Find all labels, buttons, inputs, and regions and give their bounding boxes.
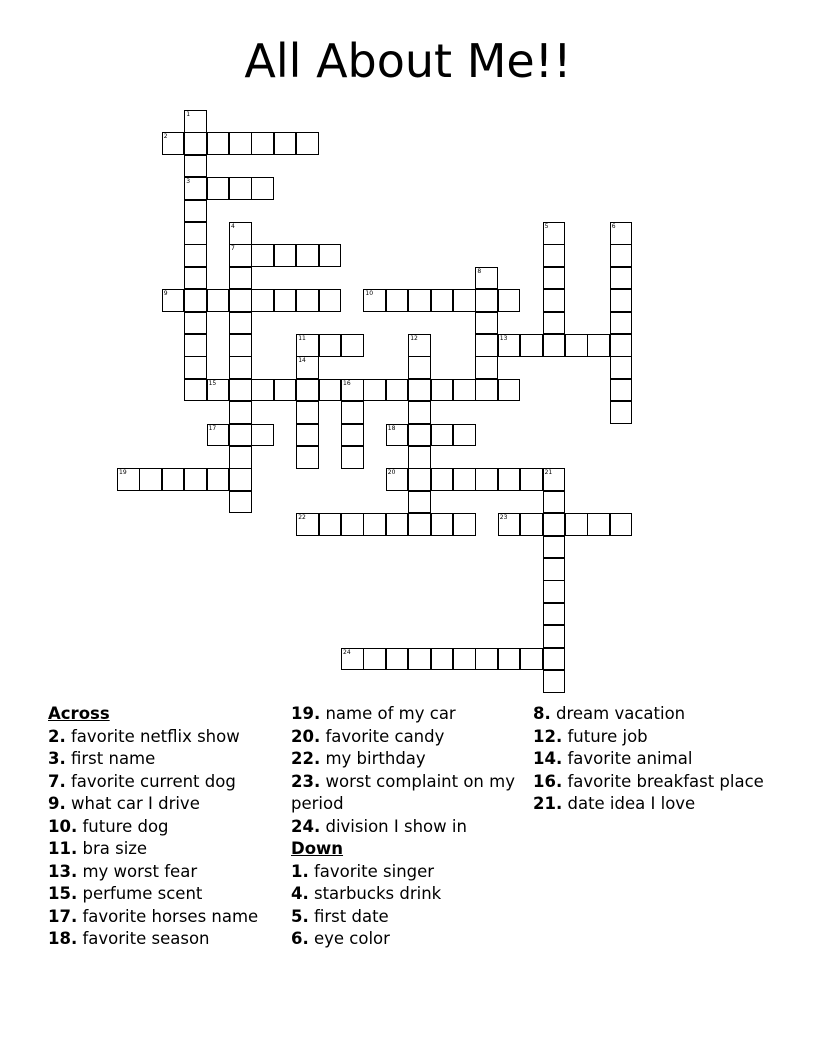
clue-item — [48, 816, 288, 839]
clue-text: date idea I love — [562, 794, 696, 813]
grid-cell[interactable] — [610, 289, 633, 312]
grid-cell[interactable] — [543, 513, 566, 536]
grid-cell[interactable] — [251, 177, 274, 200]
grid-cell[interactable] — [587, 513, 610, 536]
clue-text: my worst fear — [77, 861, 198, 881]
clue-item — [291, 726, 527, 749]
grid-cell[interactable] — [475, 379, 498, 402]
clue-text: first name — [65, 749, 156, 768]
grid-cell[interactable] — [363, 289, 386, 312]
clue-number: 16. — [533, 771, 563, 791]
grid-cell[interactable] — [610, 267, 633, 290]
clue-number: 2. — [48, 726, 66, 746]
clue-item — [533, 771, 773, 794]
grid-cell[interactable] — [229, 177, 252, 200]
grid-cell[interactable] — [408, 424, 431, 447]
clue-item — [291, 703, 527, 726]
grid-cell[interactable] — [207, 379, 230, 402]
grid-cell[interactable] — [386, 468, 409, 491]
clue-number: 1. — [291, 861, 309, 881]
grid-cell[interactable] — [363, 513, 386, 536]
grid-cell[interactable] — [587, 334, 610, 357]
grid-cell[interactable] — [543, 267, 566, 290]
page-title: All About Me!! — [244, 34, 572, 88]
clue-item — [291, 748, 527, 771]
grid-cell[interactable] — [184, 222, 207, 245]
grid-cell[interactable] — [453, 648, 476, 671]
clue-number: 7 — [231, 245, 235, 253]
grid-cell[interactable] — [610, 401, 633, 424]
grid-cell[interactable] — [408, 468, 431, 491]
grid-cell[interactable] — [543, 289, 566, 312]
grid-cell[interactable] — [341, 424, 364, 447]
clue-item — [48, 861, 288, 884]
grid-cell[interactable] — [184, 155, 207, 178]
grid-cell[interactable] — [543, 648, 566, 671]
grid-cell[interactable] — [184, 200, 207, 223]
grid-cell[interactable] — [363, 648, 386, 671]
grid-cell[interactable] — [543, 670, 566, 693]
grid-cell[interactable] — [341, 334, 364, 357]
clue-number: 12. — [533, 726, 563, 746]
clue-number: 18 — [387, 424, 396, 432]
grid-cell[interactable] — [251, 244, 274, 267]
grid-cell[interactable] — [453, 468, 476, 491]
clue-number: 14 — [298, 357, 306, 365]
grid-cell[interactable] — [162, 132, 185, 155]
across-heading: Across — [48, 704, 110, 723]
clue-number: 23 — [499, 514, 508, 522]
grid-cell[interactable] — [251, 132, 274, 155]
clue-text: my birthday — [320, 749, 426, 768]
grid-cell[interactable] — [386, 648, 409, 671]
grid-cell[interactable] — [296, 244, 319, 267]
grid-cell[interactable] — [207, 132, 230, 155]
clue-number: 6. — [291, 929, 309, 948]
clue-column-1 — [48, 703, 288, 951]
grid-cell[interactable] — [274, 244, 297, 267]
clue-number: 9. — [48, 794, 66, 813]
grid-cell[interactable] — [296, 401, 319, 424]
grid-cell[interactable] — [431, 424, 454, 447]
clue-number: 18. — [48, 929, 78, 948]
grid-cell[interactable] — [184, 244, 207, 267]
grid-cell[interactable] — [610, 312, 633, 335]
grid-cell[interactable] — [610, 513, 633, 536]
clue-number: 22 — [298, 514, 306, 522]
clue-item — [48, 906, 288, 929]
grid-cell[interactable] — [229, 446, 252, 469]
grid-cell[interactable] — [162, 468, 185, 491]
clue-text: favorite singer — [308, 861, 435, 881]
clue-number: 17. — [48, 906, 78, 926]
grid-cell[interactable] — [498, 334, 521, 357]
grid-cell[interactable] — [408, 289, 431, 312]
grid-cell[interactable] — [229, 334, 252, 357]
grid-cell[interactable] — [184, 468, 207, 491]
grid-cell[interactable] — [498, 468, 521, 491]
grid-cell[interactable] — [229, 267, 252, 290]
grid-cell[interactable] — [431, 513, 454, 536]
grid-cell[interactable] — [207, 424, 230, 447]
grid-cell[interactable] — [520, 468, 543, 491]
grid-cell[interactable] — [386, 513, 409, 536]
clue-text: favorite breakfast place — [562, 771, 764, 791]
grid-cell[interactable] — [408, 334, 431, 357]
grid-cell[interactable] — [341, 401, 364, 424]
grid-cell[interactable] — [341, 446, 364, 469]
clue-item — [533, 703, 773, 726]
grid-cell[interactable] — [431, 289, 454, 312]
clue-number: 8. — [533, 704, 551, 723]
grid-cell[interactable] — [543, 625, 566, 648]
clue-number: 23. — [291, 771, 321, 791]
clue-number: 4 — [231, 223, 235, 230]
grid-cell[interactable] — [229, 379, 252, 402]
grid-cell[interactable] — [408, 379, 431, 402]
clue-item — [291, 816, 527, 839]
grid-cell[interactable] — [543, 312, 566, 335]
clue-number: 10 — [365, 290, 374, 298]
clue-number: 20 — [387, 469, 396, 477]
grid-cell[interactable] — [431, 648, 454, 671]
grid-cell[interactable] — [610, 379, 633, 402]
clue-number: 15 — [208, 379, 217, 387]
clue-item — [533, 726, 773, 749]
clue-item — [48, 883, 288, 906]
clue-number: 6 — [611, 223, 616, 230]
grid-cell[interactable] — [229, 356, 252, 379]
grid-cell[interactable] — [296, 424, 319, 447]
grid-cell[interactable] — [341, 379, 364, 402]
grid-cell[interactable] — [229, 491, 252, 514]
grid-cell[interactable] — [184, 177, 207, 200]
clue-number: 21. — [533, 794, 563, 813]
grid-cell[interactable] — [184, 267, 207, 290]
clue-number: 2 — [163, 133, 168, 141]
clue-text: dream vacation — [550, 704, 686, 723]
grid-cell[interactable] — [475, 289, 498, 312]
grid-cell[interactable] — [296, 132, 319, 155]
grid-cell[interactable] — [475, 468, 498, 491]
grid-cell[interactable] — [184, 356, 207, 379]
clue-number: 4. — [291, 884, 309, 903]
clue-text: bra size — [77, 839, 148, 858]
clue-number: 22. — [291, 749, 321, 768]
grid-cell[interactable] — [543, 334, 566, 357]
grid-cell[interactable] — [565, 334, 588, 357]
clue-number: 13. — [48, 861, 78, 881]
clue-column-2 — [291, 703, 527, 951]
grid-cell[interactable] — [386, 424, 409, 447]
grid-cell[interactable] — [408, 513, 431, 536]
clue-item — [291, 928, 527, 951]
grid-cell[interactable] — [610, 222, 633, 245]
grid-cell[interactable] — [408, 491, 431, 514]
grid-cell[interactable] — [453, 513, 476, 536]
clue-number: 3. — [48, 749, 66, 768]
clue-number: 9 — [163, 290, 168, 298]
grid-cell[interactable] — [296, 334, 319, 357]
grid-cell[interactable] — [386, 289, 409, 312]
clue-text: favorite horses name — [77, 906, 259, 926]
grid-cell[interactable] — [229, 312, 252, 335]
grid-cell[interactable] — [184, 289, 207, 312]
grid-cell[interactable] — [543, 244, 566, 267]
clue-item — [291, 906, 527, 929]
grid-cell[interactable] — [184, 334, 207, 357]
grid-cell[interactable] — [431, 468, 454, 491]
clue-item — [48, 793, 288, 816]
grid-cell[interactable] — [498, 513, 521, 536]
grid-cell[interactable] — [274, 132, 297, 155]
grid-cell[interactable] — [139, 468, 162, 491]
grid-cell[interactable] — [162, 289, 185, 312]
grid-cell[interactable] — [475, 267, 498, 290]
clue-item — [291, 861, 527, 884]
grid-cell[interactable] — [117, 468, 140, 491]
clue-text: what car I drive — [65, 794, 200, 813]
clue-item — [291, 883, 527, 906]
clue-item — [48, 748, 288, 771]
clue-number: 24 — [343, 648, 351, 656]
grid-cell[interactable] — [363, 379, 386, 402]
grid-cell[interactable] — [543, 580, 566, 603]
grid-cell[interactable] — [475, 356, 498, 379]
grid-cell[interactable] — [319, 289, 342, 312]
grid-cell[interactable] — [610, 244, 633, 267]
grid-cell[interactable] — [475, 334, 498, 357]
grid-cell[interactable] — [296, 446, 319, 469]
grid-cell[interactable] — [251, 424, 274, 447]
clue-number: 5 — [544, 223, 549, 230]
grid-cell[interactable] — [453, 424, 476, 447]
clue-number: 15. — [48, 884, 78, 903]
grid-cell[interactable] — [229, 289, 252, 312]
grid-cell[interactable] — [184, 379, 207, 402]
grid-cell[interactable] — [251, 289, 274, 312]
grid-cell[interactable] — [408, 446, 431, 469]
clue-number: 3 — [186, 178, 191, 186]
grid-cell[interactable] — [453, 289, 476, 312]
clue-item — [291, 771, 527, 816]
grid-cell[interactable] — [296, 379, 319, 402]
clue-number: 13 — [499, 335, 508, 342]
grid-cell[interactable] — [341, 648, 364, 671]
grid-cell[interactable] — [229, 468, 252, 491]
grid-cell[interactable] — [319, 513, 342, 536]
clue-text: favorite animal — [562, 749, 693, 768]
clue-text: starbucks drink — [308, 884, 442, 903]
grid-cell[interactable] — [184, 312, 207, 335]
clue-number: 1 — [186, 111, 191, 118]
grid-cell[interactable] — [319, 334, 342, 357]
grid-cell[interactable] — [498, 379, 521, 402]
grid-cell[interactable] — [229, 424, 252, 447]
clue-text: name of my car — [320, 704, 456, 723]
grid-cell[interactable] — [386, 379, 409, 402]
clue-item — [533, 748, 773, 771]
grid-cell[interactable] — [520, 648, 543, 671]
grid-cell[interactable] — [319, 244, 342, 267]
grid-cell[interactable] — [408, 401, 431, 424]
grid-cell[interactable] — [319, 379, 342, 402]
grid-cell[interactable] — [453, 379, 476, 402]
grid-cell[interactable] — [565, 513, 588, 536]
grid-cell[interactable] — [408, 356, 431, 379]
clue-text: favorite netflix show — [65, 726, 240, 746]
grid-cell[interactable] — [543, 468, 566, 491]
clue-text: eye color — [308, 929, 390, 948]
grid-cell[interactable] — [498, 289, 521, 312]
grid-cell[interactable] — [610, 334, 633, 357]
clue-text: favorite season — [77, 929, 210, 948]
down-heading: Down — [291, 839, 344, 858]
grid-cell[interactable] — [207, 289, 230, 312]
grid-cell[interactable] — [184, 132, 207, 155]
clue-text: future dog — [77, 816, 169, 836]
grid-cell[interactable] — [543, 536, 566, 559]
grid-cell[interactable] — [229, 132, 252, 155]
clue-number: 20. — [291, 726, 321, 746]
grid-cell[interactable] — [341, 513, 364, 536]
clue-item — [533, 793, 773, 816]
grid-cell[interactable] — [610, 356, 633, 379]
grid-cell[interactable] — [543, 222, 566, 245]
clue-text: favorite candy — [320, 726, 445, 746]
grid-cell[interactable] — [520, 513, 543, 536]
clue-number: 7. — [48, 771, 66, 791]
grid-cell[interactable] — [475, 648, 498, 671]
grid-cell[interactable] — [229, 222, 252, 245]
clue-number: 19. — [291, 704, 321, 723]
grid-cell[interactable] — [229, 244, 252, 267]
clue-text: favorite current dog — [65, 771, 236, 791]
clue-number: 24. — [291, 816, 321, 836]
clue-number: 11. — [48, 839, 78, 858]
clue-number: 16 — [343, 379, 351, 387]
grid-cell[interactable] — [408, 648, 431, 671]
clue-item — [48, 771, 288, 794]
grid-cell[interactable] — [520, 334, 543, 357]
clue-number: 8 — [477, 267, 482, 275]
clue-text: future job — [562, 726, 648, 746]
grid-cell[interactable] — [207, 177, 230, 200]
clue-number: 21 — [544, 469, 553, 477]
grid-cell[interactable] — [475, 312, 498, 335]
clue-number: 14. — [533, 749, 563, 768]
clue-number: 5. — [291, 906, 309, 926]
grid-cell[interactable] — [251, 379, 274, 402]
grid-cell[interactable] — [296, 513, 319, 536]
clue-text: perfume scent — [77, 884, 203, 903]
grid-cell[interactable] — [543, 603, 566, 626]
clue-text: first date — [308, 906, 389, 926]
clue-number: 19 — [119, 469, 127, 477]
clue-item — [48, 928, 288, 951]
grid-cell[interactable] — [296, 356, 319, 379]
clue-number: 10. — [48, 816, 78, 836]
grid-cell[interactable] — [431, 379, 454, 402]
grid-cell[interactable] — [296, 289, 319, 312]
grid-cell[interactable] — [543, 491, 566, 514]
clue-number: 12 — [410, 335, 418, 342]
clue-text: worst complaint on my period — [291, 771, 515, 813]
clue-column-3 — [533, 703, 773, 816]
clue-text: division I show in — [320, 816, 467, 836]
grid-cell[interactable] — [543, 558, 566, 581]
grid-cell[interactable] — [274, 379, 297, 402]
grid-cell[interactable] — [274, 289, 297, 312]
clue-item — [48, 726, 288, 749]
clue-number: 11 — [298, 335, 306, 342]
grid-cell[interactable] — [207, 468, 230, 491]
grid-cell[interactable] — [498, 648, 521, 671]
grid-cell[interactable] — [229, 401, 252, 424]
grid-cell[interactable] — [184, 110, 207, 133]
clue-item — [48, 838, 288, 861]
clue-number: 17 — [208, 424, 217, 432]
